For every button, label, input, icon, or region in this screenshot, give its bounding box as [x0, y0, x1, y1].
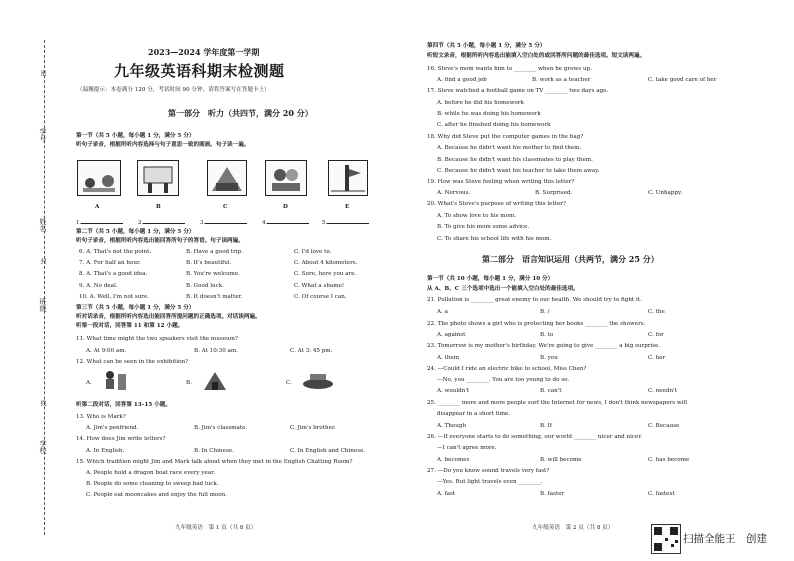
- q16-option-b: B. work as a teacher: [532, 77, 591, 83]
- q12-option-c: C.: [286, 380, 292, 386]
- q7-option-b: B. It's beautiful.: [186, 260, 232, 266]
- q21-option-c: C. the: [648, 309, 665, 315]
- q12-option-a: A.: [86, 380, 92, 386]
- q19-option-a: A. Nervous.: [437, 190, 471, 196]
- gutter-cut-mark: 线: [39, 400, 46, 406]
- q10-option-c: C. Of course I can.: [294, 294, 347, 300]
- sec3-instr-dialogue2: 听第二段对话，回答第 13–15 小题。: [76, 402, 171, 408]
- q17-option-b: B. while he was doing his homework: [437, 111, 541, 117]
- q11-option-b: B. At 10:30 am.: [194, 348, 238, 354]
- q16-option-a: A. find a good job: [437, 77, 487, 83]
- q6-option-b: B. Have a good trip.: [186, 249, 243, 255]
- q9-option-c: C. What a shame!: [294, 283, 345, 289]
- q26-option-b: B. will become: [540, 457, 582, 463]
- q13-stem: 13. Who is Mark?: [76, 414, 126, 420]
- q26-option-c: C. has become: [648, 457, 690, 463]
- q25-option-b: B. If: [540, 423, 552, 429]
- picture-a: [77, 160, 121, 196]
- q19-option-c: C. Unhappy.: [648, 190, 683, 196]
- q6-option-c: C. I'd love to.: [294, 249, 332, 255]
- q24-option-c: C. needn't: [648, 388, 677, 394]
- q25-option-a: A. Though: [437, 423, 467, 429]
- q6-option-a: 6. A. That's not the point.: [79, 249, 152, 255]
- sec1-instr: 听句子录音，根据所听内容选择与句子意思一致的图画。句子读一遍。: [76, 142, 250, 148]
- q20-stem: 20. What's Steve's purpose of writing this letter?: [427, 201, 566, 207]
- q23-option-c: C. her: [648, 355, 666, 361]
- q26-option-a: A. becomes: [437, 457, 470, 463]
- q9-option-a: 9. A. No deal.: [79, 283, 118, 289]
- q14-option-c: C. In English and Chinese.: [290, 448, 366, 454]
- picture-c: [207, 160, 247, 196]
- q20-option-c: C. To share his school life with his mom.: [437, 236, 552, 242]
- q16-option-c: C. take good care of her: [648, 77, 717, 83]
- q14-option-b: B. In Chinese.: [194, 448, 234, 454]
- binding-line: [44, 40, 45, 535]
- q15-option-b: B. People do some cleaning to sweep bad luck.: [86, 481, 219, 487]
- exam-year: 2023—2024 学年度第一学期: [148, 47, 260, 57]
- q17-option-c: C. after he finished doing his homework: [437, 122, 551, 128]
- q24-reply: —No, you ________. You are too young to do so.: [437, 377, 570, 383]
- q24-option-b: B. can't: [540, 388, 562, 394]
- page-footer-left: 九年级英语 第 1 页（共 8 页）: [175, 525, 257, 531]
- q22-option-b: B. to: [540, 332, 554, 338]
- gutter-label-class: 班级: [39, 298, 47, 312]
- q20-option-a: A. To show love to his mom.: [437, 213, 517, 219]
- q11-stem: 11. What time might the two speakers visit the museum?: [76, 336, 238, 342]
- sec4-instr: 听短文录音，根据所听内容选出能填入空白处的或回答所问题的最佳选项。短文读两遍。: [427, 53, 646, 59]
- part1-title: 第一部分 听力（共四节，满分 20 分）: [168, 108, 313, 118]
- q19-option-b: B. Surprised.: [535, 190, 573, 196]
- q20-option-b: B. To give his mom some advice.: [437, 224, 530, 230]
- q24-stem: 24. —Could I ride an electric bike to school, Miss Chen?: [427, 366, 587, 372]
- answer-blank-3[interactable]: 3.: [200, 218, 247, 227]
- part2-sec1-instr: 从 A、B、C 三个选项中选出一个能填入空白处的最佳选项。: [427, 286, 579, 292]
- gutter-cut-mark: 密: [39, 70, 46, 76]
- q10-option-a: 10. A. Well, I'm not sure.: [79, 294, 150, 300]
- q15-option-c: C. People eat mooncakes and enjoy the full moon.: [86, 492, 228, 498]
- picture-label-a: A: [95, 204, 100, 210]
- q12-picture-b: [200, 368, 230, 394]
- answer-blank-1[interactable]: 1.: [76, 218, 123, 227]
- q25-stem-cont: disappear in a short time.: [437, 411, 511, 417]
- q13-option-a: A. Jim's penfriend.: [86, 425, 139, 431]
- sec3-title: 第三节（共 5 小题，每小题 1 分，满分 5 分）: [76, 305, 195, 311]
- q13-option-b: B. Jim's classmate.: [194, 425, 248, 431]
- watermark-text: 扫描全能王 创建: [683, 533, 767, 545]
- q25-option-c: C. Because: [648, 423, 680, 429]
- q22-stem: 22. The photo shows a girl who is protecting her books ________ the showers.: [427, 321, 646, 327]
- q8-option-a: 8. A. That's a good idea.: [79, 271, 148, 277]
- q12-picture-a: [100, 368, 130, 394]
- q27-option-b: B. faster: [540, 491, 565, 497]
- q27-option-a: A. fast: [437, 491, 456, 497]
- q15-option-a: A. People hold a dragon boat race every year.: [86, 470, 215, 476]
- q24-option-a: A. wouldn't: [437, 388, 470, 394]
- q26-stem: 26. —If everyone starts to do something, our world ________ nicer and nicer.: [427, 434, 643, 440]
- q14-option-a: A. In English.: [86, 448, 125, 454]
- q16-stem: 16. Steve's mom wants him to ________ when he grows up.: [427, 66, 592, 72]
- q17-stem: 17. Steve watched a football game on TV ________ two days ago.: [427, 88, 609, 94]
- q8-option-c: C. Sure, here you are.: [294, 271, 357, 277]
- gutter-label-name: 姓名: [39, 218, 47, 232]
- part2-title: 第二部分 语言知识运用（共两节，满分 25 分）: [482, 254, 659, 264]
- sec2-title: 第二节（共 5 小题，每小题 1 分，满分 5 分）: [76, 229, 195, 235]
- sec2-instr: 听句子录音，根据所听内容选出能回答所句子的答语。句子读两遍。: [76, 238, 244, 244]
- q27-stem: 27. —Do you know sound travels very fast?: [427, 468, 550, 474]
- q15-stem: 15. Which tradition might Jim and Mark talk about when they met in the English Chatting Room?: [76, 459, 353, 465]
- q11-option-c: C. At 3: 45 pm.: [290, 348, 333, 354]
- sec3-instr-dialogue1: 听第一段对话，回答第 11 和第 12 小题。: [76, 323, 184, 329]
- exam-title: 九年级英语科期末检测题: [114, 62, 285, 80]
- q7-option-c: C. About 4 kilometers.: [294, 260, 358, 266]
- sec1-title: 第一节（共 5 小题，每小题 1 分，满分 5 分）: [76, 133, 195, 139]
- q11-option-a: A. At 9:00 am.: [86, 348, 127, 354]
- q19-stem: 19. How was Steve feeling when writing this letter?: [427, 179, 575, 185]
- gutter-label-school: 学校: [39, 440, 47, 454]
- q17-option-a: A. before he did his homework: [437, 100, 524, 106]
- q18-stem: 18. Why did Steve put the computer games in the bag?: [427, 134, 584, 140]
- q18-option-c: C. Because he didn't want his teacher to take them away.: [437, 168, 600, 174]
- picture-d: [265, 160, 307, 196]
- q23-option-b: B. you: [540, 355, 558, 361]
- q12-stem: 12. What can be seen in the exhibition?: [76, 359, 189, 365]
- picture-label-e: E: [345, 204, 350, 210]
- q26-reply: —I can't agree more.: [437, 445, 497, 451]
- q27-option-c: C. fastest: [648, 491, 675, 497]
- answer-blank-4[interactable]: 4.: [262, 218, 309, 227]
- picture-label-c: C: [223, 204, 228, 210]
- q21-option-a: A. a: [437, 309, 448, 315]
- gutter-cut-mark: 封: [39, 258, 46, 264]
- q21-option-b: B. /: [540, 309, 550, 315]
- q22-option-c: C. for: [648, 332, 664, 338]
- page-footer-right: 九年级英语 第 2 页（共 8 页）: [532, 525, 614, 531]
- sec3-instr: 听对话录音，根据所听内容选出能回答所提问题的正确选项。对话读两遍。: [76, 314, 261, 320]
- q7-option-a: 7. A. For half an hour.: [79, 260, 141, 266]
- q13-option-c: C. Jim's brother.: [290, 425, 336, 431]
- q18-option-b: B. Because he didn't want his classmates to play them.: [437, 157, 593, 163]
- gutter-label-id: 学号: [39, 128, 47, 142]
- q27-reply: —Yes. But light travels even ________.: [437, 479, 543, 485]
- q21-stem: 21. Pollution is ________ great enemy to our health. We should try to fight it.: [427, 297, 642, 303]
- q23-option-a: A. them: [437, 355, 460, 361]
- exam-notice: （温馨提示：本卷满分 120 分，考试时间 90 分钟，请将答案写在答题卡上）: [77, 87, 270, 93]
- picture-b: [137, 160, 179, 196]
- q8-option-b: B. You're welcome.: [186, 271, 240, 277]
- picture-label-b: B: [156, 204, 161, 210]
- answer-blank-5[interactable]: 5.: [322, 218, 369, 227]
- q25-stem: 25. ________ more and more people surf the Internet for news, I don't think newspapers will: [427, 400, 688, 406]
- q12-option-b: B.: [186, 380, 192, 386]
- sec4-title: 第四节（共 5 小题，每小题 1 分，满分 5 分）: [427, 43, 546, 49]
- picture-label-d: D: [283, 204, 288, 210]
- qr-code-icon: [651, 524, 681, 554]
- q22-option-a: A. against: [437, 332, 466, 338]
- part2-sec1-title: 第一节（共 10 小题，每小题 1 分，满分 10 分）: [427, 276, 554, 282]
- q14-stem: 14. How does Jim write letters?: [76, 436, 166, 442]
- q12-picture-c: [300, 370, 336, 392]
- picture-e: [328, 160, 368, 196]
- q18-option-a: A. Because he didn't want his mother to find them.: [437, 145, 582, 151]
- answer-blank-2[interactable]: 2.: [138, 218, 185, 227]
- q10-option-b: B. It doesn't matter.: [186, 294, 243, 300]
- q23-stem: 23. Tomorrow is my mother's birthday. We're going to give ________ a big surprise.: [427, 343, 661, 349]
- q9-option-b: B. Good luck.: [186, 283, 224, 289]
